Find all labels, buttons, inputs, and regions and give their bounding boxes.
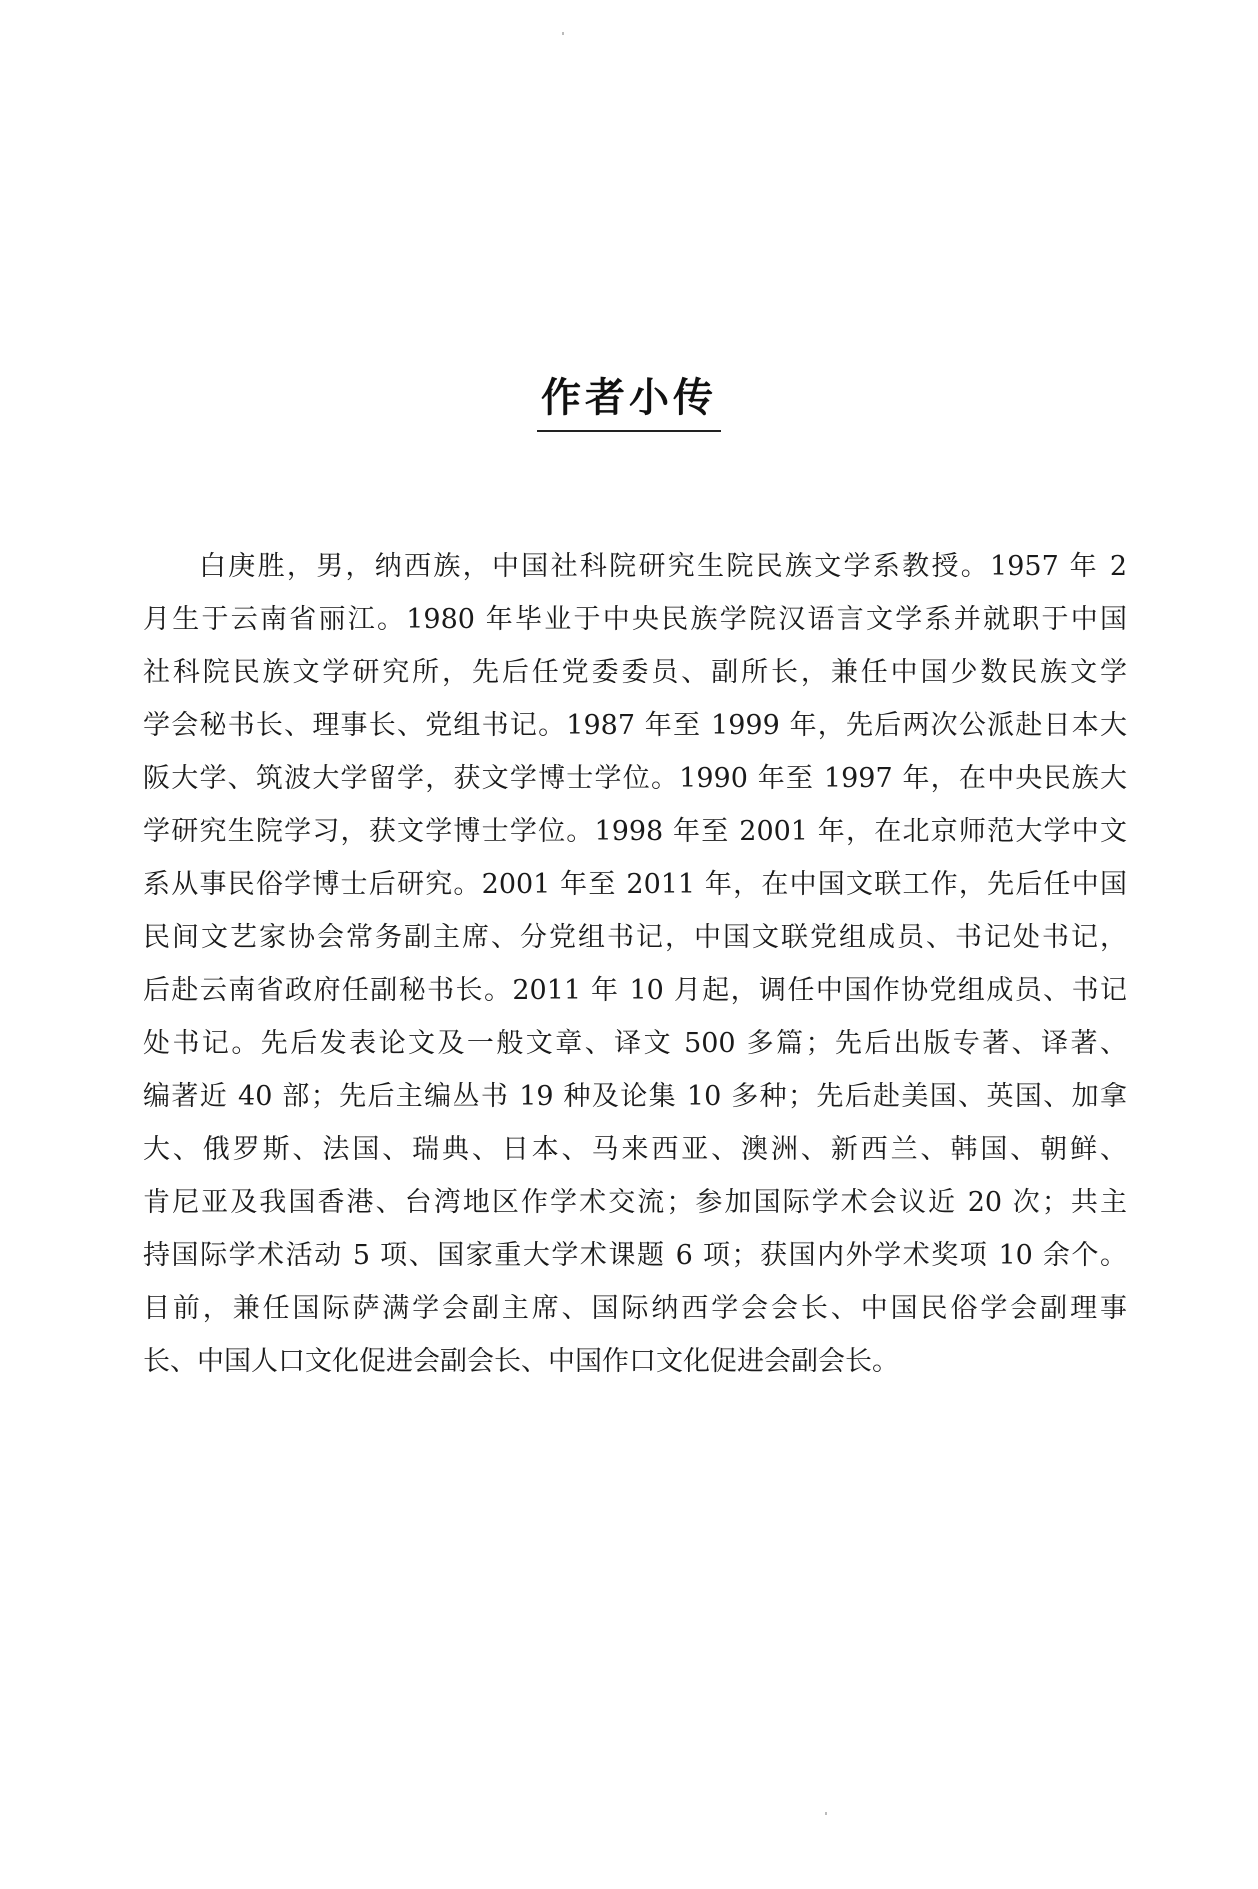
title-container [0,372,1258,432]
paragraph-line: 处书记。先后发表论文及一般文章、译文 500 多篇；先后出版专著、译著、 [143,1028,1127,1059]
paragraph-line: 后赴云南省政府任副秘书长。2011 年 10 月起，调任中国作协党组成员、书记 [143,975,1127,1006]
paragraph-line: 白庚胜，男，纳西族，中国社科院研究生院民族文学系教授。1957 年 2 [199,551,1127,582]
paragraph-line: 长、中国人口文化促进会副会长、中国作口文化促进会副会长。 [143,1346,899,1377]
biography-paragraph [143,540,1127,1388]
paragraph-line: 学会秘书长、理事长、党组书记。1987 年至 1999 年，先后两次公派赴日本大 [143,710,1127,741]
paragraph-line: 系从事民俗学博士后研究。2001 年至 2011 年，在中国文联工作，先后任中国 [143,869,1127,900]
paragraph-line: 阪大学、筑波大学留学，获文学博士学位。1990 年至 1997 年，在中央民族大 [143,763,1127,794]
scan-speck [562,32,564,35]
page-title: 作者小传 [537,372,721,432]
paragraph-line: 持国际学术活动 5 项、国家重大学术课题 6 项；获国内外学术奖项 10 余个。 [143,1240,1127,1271]
paragraph-line: 肯尼亚及我国香港、台湾地区作学术交流；参加国际学术会议近 20 次；共主 [143,1187,1127,1218]
paragraph-line: 大、俄罗斯、法国、瑞典、日本、马来西亚、澳洲、新西兰、韩国、朝鲜、 [143,1134,1127,1165]
paragraph-line: 学研究生院学习，获文学博士学位。1998 年至 2001 年，在北京师范大学中文 [143,816,1127,847]
paragraph-line: 目前，兼任国际萨满学会副主席、国际纳西学会会长、中国民俗学会副理事 [143,1293,1127,1324]
paragraph-line: 社科院民族文学研究所，先后任党委委员、副所长，兼任中国少数民族文学 [143,657,1127,688]
scan-speck [825,1812,827,1815]
paragraph-line: 月生于云南省丽江。1980 年毕业于中央民族学院汉语言文学系并就职于中国 [143,604,1127,635]
paragraph-line: 编著近 40 部；先后主编丛书 19 种及论集 10 多种；先后赴美国、英国、加拿 [143,1081,1127,1112]
paragraph-line: 民间文艺家协会常务副主席、分党组书记，中国文联党组成员、书记处书记， [143,922,1127,953]
